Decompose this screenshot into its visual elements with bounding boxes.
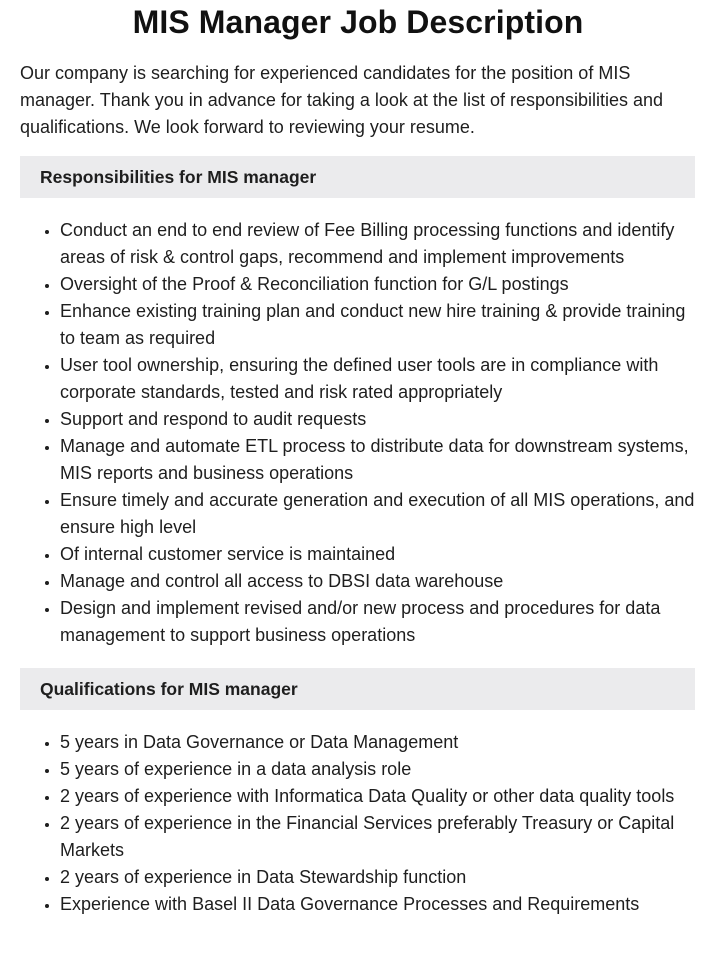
responsibility-item: • User tool ownership, ensuring the defined user tools are in compliance with corporate standards, tested and risk rated appropriately (60, 352, 700, 406)
responsibilities-header: Responsibilities for MIS manager (20, 156, 695, 198)
responsibility-item: • Support and respond to audit requests (60, 406, 700, 433)
qualification-item: • 2 years of experience in Data Stewardship function (60, 864, 700, 891)
page-title: MIS Manager Job Description (132, 4, 584, 40)
responsibility-item: • Manage and control all access to DBSI data warehouse (60, 568, 700, 595)
qualifications-list (20, 729, 700, 918)
responsibility-item: • Design and implement revised and/or new process and procedures for data management to support business operations (60, 595, 700, 649)
responsibility-item: • Ensure timely and accurate generation and execution of all MIS operations, and ensure high level (60, 487, 700, 541)
qualification-item: • 2 years of experience with Informatica Data Quality or other data quality tools (60, 783, 700, 810)
qualification-item: • 5 years of experience in a data analysis role (60, 756, 700, 783)
responsibilities-list (20, 217, 700, 649)
intro-paragraph: Our company is searching for experienced candidates for the position of MIS manager. Thank you in advance for taking a look at the list of responsibilities and qualifications. We look forward to reviewing your resume. (20, 63, 664, 137)
responsibility-item: • Oversight of the Proof & Reconciliation function for G/L postings (60, 271, 700, 298)
qualifications-header: Qualifications for MIS manager (20, 668, 695, 710)
responsibility-item: • Of internal customer service is maintained (60, 541, 700, 568)
responsibility-item: • Conduct an end to end review of Fee Billing processing functions and identify areas of risk & control gaps, recommend and implement improvements (60, 217, 700, 271)
qualification-item: • Experience with Basel II Data Governance Processes and Requirements (60, 891, 700, 918)
responsibility-item: • Enhance existing training plan and conduct new hire training & provide training to team as required (60, 298, 700, 352)
qualification-item: • 5 years in Data Governance or Data Management (60, 729, 700, 756)
qualification-item: • 2 years of experience in the Financial Services preferably Treasury or Capital Markets (60, 810, 700, 864)
responsibility-item: • Manage and automate ETL process to distribute data for downstream systems, MIS reports and business operations (60, 433, 700, 487)
